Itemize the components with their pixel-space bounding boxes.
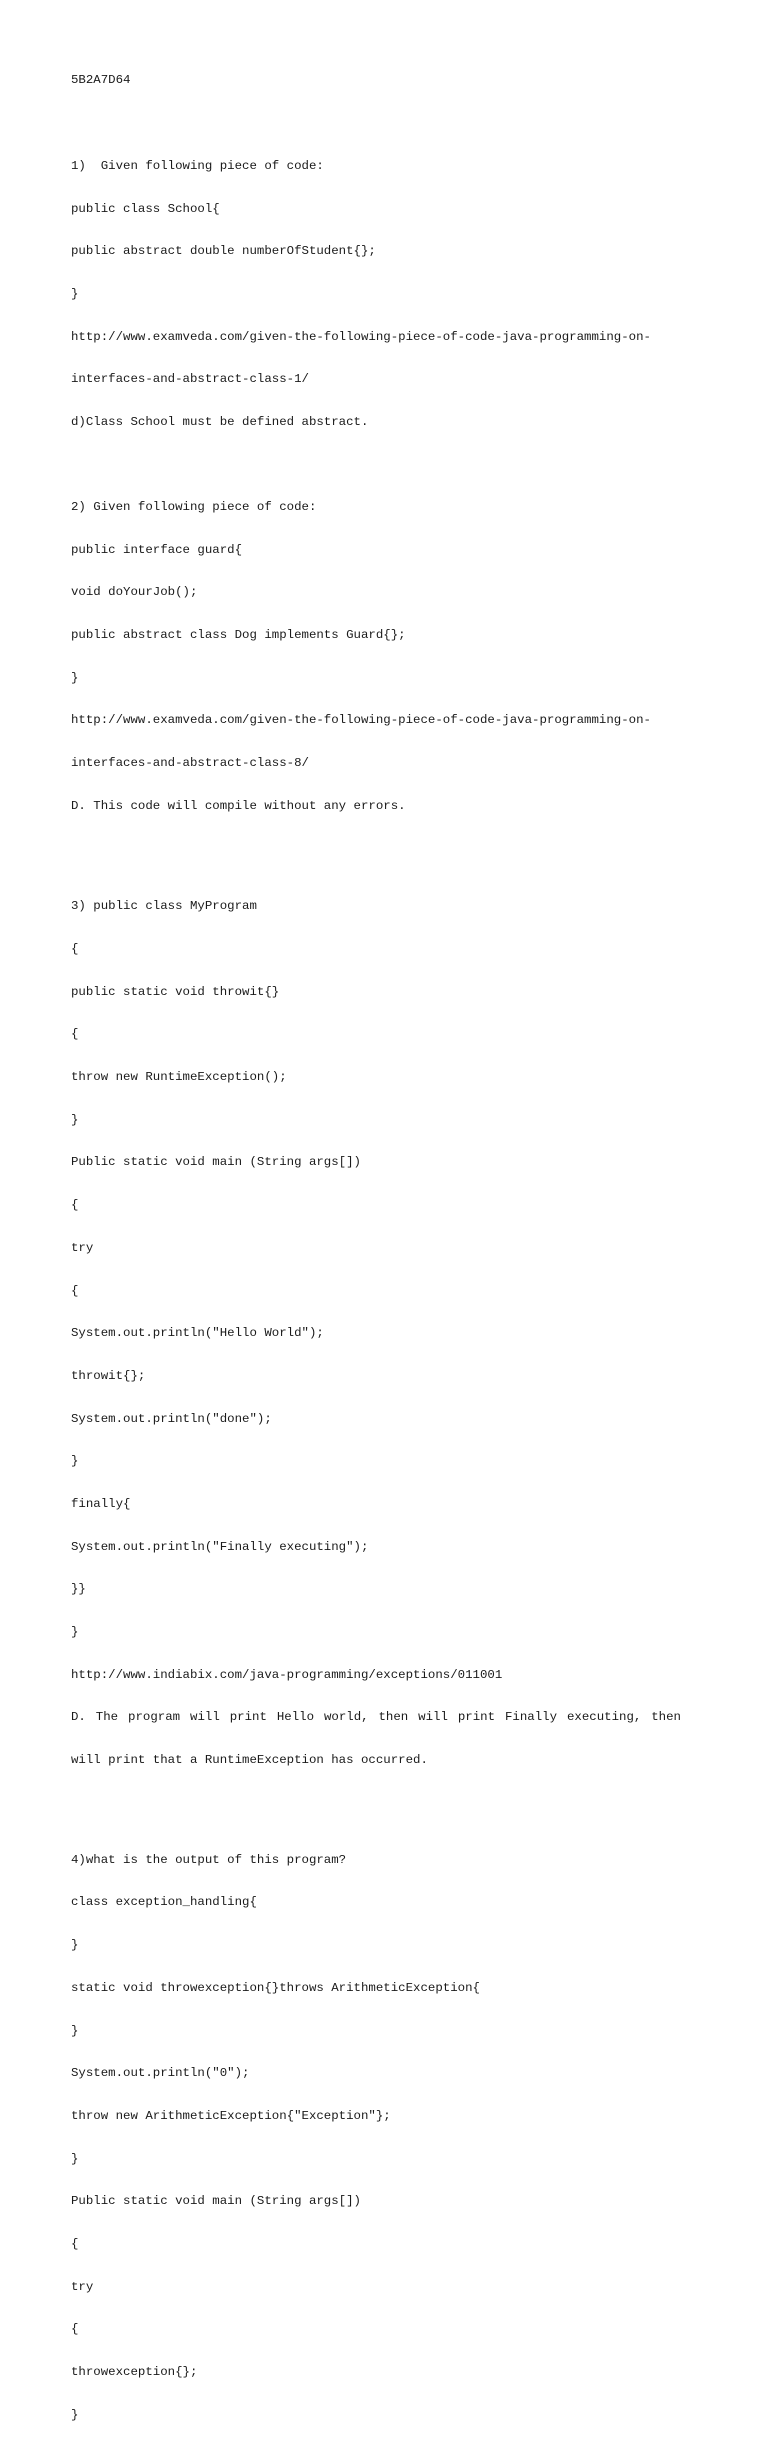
answer-line: D. This code will compile without any errors.: [71, 798, 406, 813]
code-line: finally{: [71, 1496, 131, 1511]
code-line: throw new RuntimeException();: [71, 1070, 287, 1085]
source-url: http://www.examveda.com/given-the-following-piece-of-code-java-programming-on-: [71, 329, 651, 344]
code-line: public class School{: [71, 201, 220, 216]
code-line: void doYourJob();: [71, 585, 198, 600]
question-3: [71, 871, 711, 1795]
code-line: }: [71, 2023, 79, 2038]
code-line: System.out.println("Hello World");: [71, 1326, 324, 1341]
code-line: {: [71, 2236, 79, 2251]
document-page: [71, 72, 711, 2450]
code-line: public abstract class Dog implements Guard{};: [71, 627, 406, 642]
code-line: {: [71, 2322, 79, 2337]
code-line: }: [71, 2407, 79, 2422]
question-1: [71, 131, 711, 458]
code-line: throwit{};: [71, 1368, 146, 1383]
source-url: interfaces-and-abstract-class-8/: [71, 755, 309, 770]
code-line: public interface guard{: [71, 542, 243, 557]
code-line: static void throwexception{}throws ArithmeticException{: [71, 1980, 480, 1995]
question-line: 1) Given following piece of code:: [71, 159, 324, 173]
code-line: public abstract double numberOfStudent{};: [71, 244, 376, 259]
document-id: 5B2A7D64: [71, 73, 131, 87]
code-line: try: [71, 1240, 94, 1255]
code-line: }: [71, 1112, 79, 1127]
code-line: }: [71, 670, 79, 685]
code-line: }: [71, 1625, 79, 1639]
code-line: }: [71, 1938, 79, 1953]
code-line: public static void throwit{}: [71, 984, 280, 999]
code-line: {: [71, 1027, 79, 1042]
answer-line: will print that a RuntimeException has occurred.: [71, 1753, 428, 1768]
code-line: }: [71, 1454, 79, 1469]
code-line: Public static void main (String args[]): [71, 2194, 361, 2209]
code-line: throwexception{};: [71, 2365, 198, 2379]
code-line: class exception_handling{: [71, 1895, 257, 1910]
code-line: }: [71, 2151, 79, 2166]
question-line: 2) Given following piece of code:: [71, 499, 317, 514]
question-4: [71, 1825, 711, 2450]
code-line: {: [71, 1283, 79, 1298]
source-url: interfaces-and-abstract-class-1/: [71, 372, 309, 387]
source-url: http://www.examveda.com/given-the-following-piece-of-code-java-programming-on-: [71, 713, 651, 728]
code-line: System.out.println("0");: [71, 2066, 250, 2081]
answer-line: D. The program will print Hello world, then will print Finally executing, then: [71, 1710, 681, 1725]
code-line: {: [71, 942, 79, 956]
code-line: }}: [71, 1582, 86, 1597]
code-line: try: [71, 2279, 94, 2294]
code-line: Public static void main (String args[]): [71, 1155, 361, 1170]
code-line: System.out.println("Finally executing");: [71, 1539, 369, 1554]
source-url: http://www.indiabix.com/java-programming/exceptions/011001: [71, 1667, 503, 1682]
code-line: }: [71, 287, 79, 302]
answer-line: d)Class School must be defined abstract.: [71, 415, 369, 430]
question-2: [71, 472, 711, 842]
question-line: 4)what is the output of this program?: [71, 1852, 347, 1867]
code-line: {: [71, 1198, 79, 1213]
code-line: throw new ArithmeticException{"Exception"};: [71, 2108, 391, 2123]
code-line: System.out.println("done");: [71, 1411, 272, 1426]
question-line: 3) public class MyProgram: [71, 899, 257, 914]
